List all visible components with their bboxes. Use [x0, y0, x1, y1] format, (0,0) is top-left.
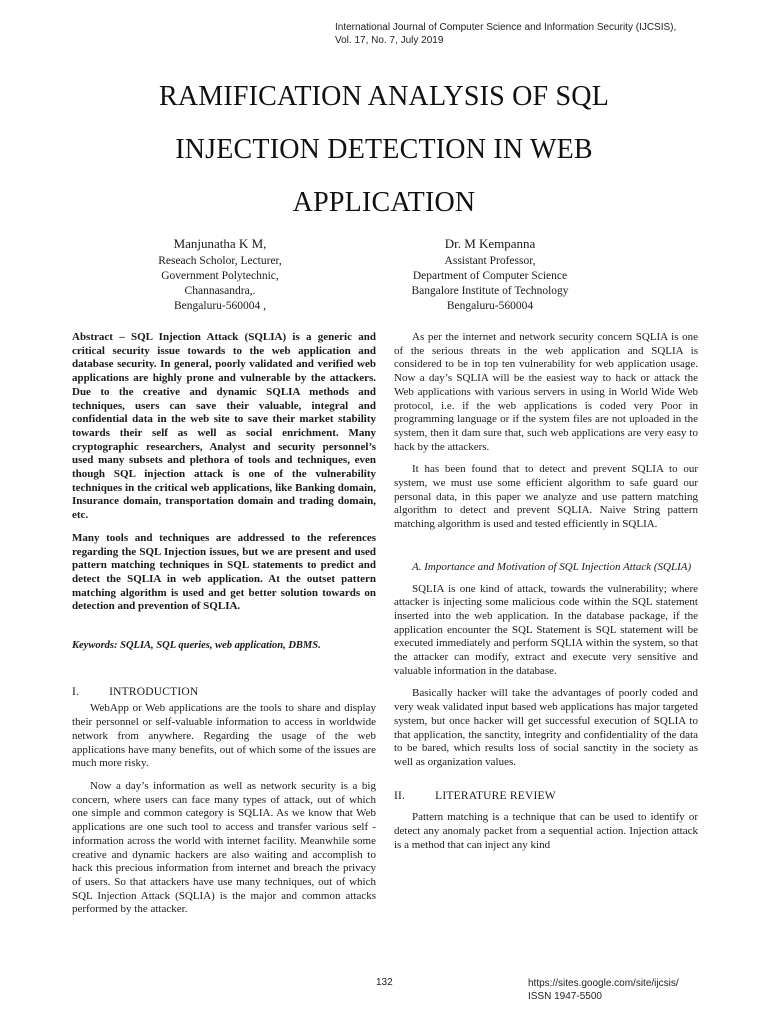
- left-column: [72, 331, 376, 926]
- author-affiliation-line: Department of Computer Science: [412, 270, 568, 282]
- title-line-2: INJECTION DETECTION IN WEB: [175, 134, 593, 165]
- paragraph: Now a day’s information as well as network security is a big concern, where users can face many types of attack, out of which one simple and common category is SQLIA. As we know that Web applications are one such tool to access and transfer various self -information across the world with internet facility. Meanwhile some creative and dynamic hackers are also waiting and accomplish to hack this precious information from internet and breach the privacy of users. So that attackers have use many techniques, out of which SQL Injection Attack (SQLIA) is the major and common attacks performed by the attacker.: [72, 779, 376, 916]
- section-heading-introduction: [72, 686, 376, 700]
- author-name: Dr. M Kempanna: [444, 236, 536, 251]
- right-column: [394, 331, 698, 862]
- footer-url: https://sites.google.com/site/ijcsis/: [528, 978, 679, 989]
- author-affiliation-line: Reseach Scholor, Lecturer,: [158, 255, 282, 267]
- section-number: II.: [394, 789, 406, 802]
- journal-name: International Journal of Computer Science and Information Security (IJCSIS),: [335, 22, 677, 33]
- keywords: Keywords: SQLIA, SQL queries, web application, DBMS.: [72, 640, 321, 652]
- author-block-2: [360, 234, 620, 314]
- page-number: 132: [376, 977, 393, 988]
- paragraph: It has been found that to detect and prevent SQLIA to our system, we must use some efficient algorithm to safe guard our personal data, in this paper we analyze and use pattern matching algorithm to detect and prevent SQLIA. Naive String pattern matching algorithm is used and tested efficiently in SQLIA.: [394, 463, 698, 531]
- section-title: LITERATURE REVIEW: [435, 789, 556, 802]
- abstract: Abstract – SQL Injection Attack (SQLIA) is a generic and critical security issue towards to the web application and database security. In general, poorly validated and verified web applications are highly prone and vulnerable by the attackers. Due to the creative and dynamic SQLIA methods and techniques, users can save their valuable, integral and confidential data in the web site to save their market stability towards their self as well as social enrichment. Many cryptographic researchers, Analyst and security personnel’s used many subsets and plethora of tools and techniques, even though SQL injection attack is one of the vulnerability techniques in the critical web applications, like Banking domain, Insurance domain, transportation domain and trading domain, etc.: [72, 331, 376, 522]
- author-affiliation-line: Assistant Professor,: [444, 255, 536, 267]
- author-affiliation-line: Government Polytechnic,: [161, 270, 279, 282]
- author-affiliation-line: Bengaluru-560004 ,: [174, 300, 266, 312]
- subsection-heading: A. Importance and Motivation of SQL Injection Attack (SQLIA): [412, 560, 692, 573]
- paragraph: SQLIA is one kind of attack, towards the vulnerability; where attacker is injecting some malicious code within the SQL statement inserted into the web application. In the database package, if the application encounter the SQL Statement is SQL statement will be executed immediately and perform SQLIA within the system, so that the attacker can modify, extract and execute very sensitive and valuable information in the database.: [394, 582, 698, 677]
- journal-volume: Vol. 17, No. 7, July 2019: [335, 35, 444, 46]
- author-affiliation-line: Channasandra,.: [184, 285, 256, 297]
- title-line-3: APPLICATION: [292, 187, 476, 218]
- section-number: I.: [72, 685, 80, 698]
- section-heading-literature-review: [394, 790, 698, 804]
- author-block-1: [95, 234, 345, 314]
- paper-title: [60, 70, 708, 229]
- author-affiliation-line: Bangalore Institute of Technology: [411, 285, 569, 297]
- abstract-continued: Many tools and techniques are addressed to the references regarding the SQL Injection issues, but we are present and used pattern matching techniques in SQL statements to predict and detect the SQLIA in web application. At the outset pattern matching algorithm is used and get better solution towards on detection and prevention of SQLIA.: [72, 531, 376, 613]
- paragraph: Pattern matching is a technique that can be used to identify or detect any anomaly packet from a sequential action. Injection attack is a method that can inject any kind: [394, 811, 698, 851]
- paragraph: Basically hacker will take the advantages of poorly coded and very weak validated input based web applications has major targeted system, but once hacker will get successful execution of SQLIA to that application, the sanctity, integrity and confidentiality of the data to be bared, which results loss of social sanctity in the society as well as organization values.: [394, 687, 698, 768]
- section-title: INTRODUCTION: [109, 685, 199, 698]
- paragraph: WebApp or Web applications are the tools to share and display their personnel or self-valuable information to access in worldwide network from anywhere. Regarding the usage of the web applications have many benefits, out of which some of the issues are much more risky.: [72, 702, 376, 770]
- journal-header: [335, 21, 676, 47]
- footer-issn: ISSN 1947-5500: [528, 991, 602, 1002]
- author-affiliation-line: Bengaluru-560004: [446, 300, 534, 312]
- footer-info: [528, 977, 679, 1003]
- title-line-1: RAMIFICATION ANALYSIS OF SQL: [158, 81, 610, 112]
- paragraph: As per the internet and network security concern SQLIA is one of the serious threats in the web application and SQLIA is considered to be in top ten vulnerability for web application usage. Now a day’s SQLIA will be the easiest way to hack or attack the Web applications with various servers in using in World Wide Web protocol, i.e. if the web applications is coded very Poor in programming language or if the system files are not uploaded in the system, then it dam sure that, such web applications are very easy to hack by the attackers.: [394, 331, 698, 453]
- author-name: Manjunatha K M,: [173, 236, 267, 251]
